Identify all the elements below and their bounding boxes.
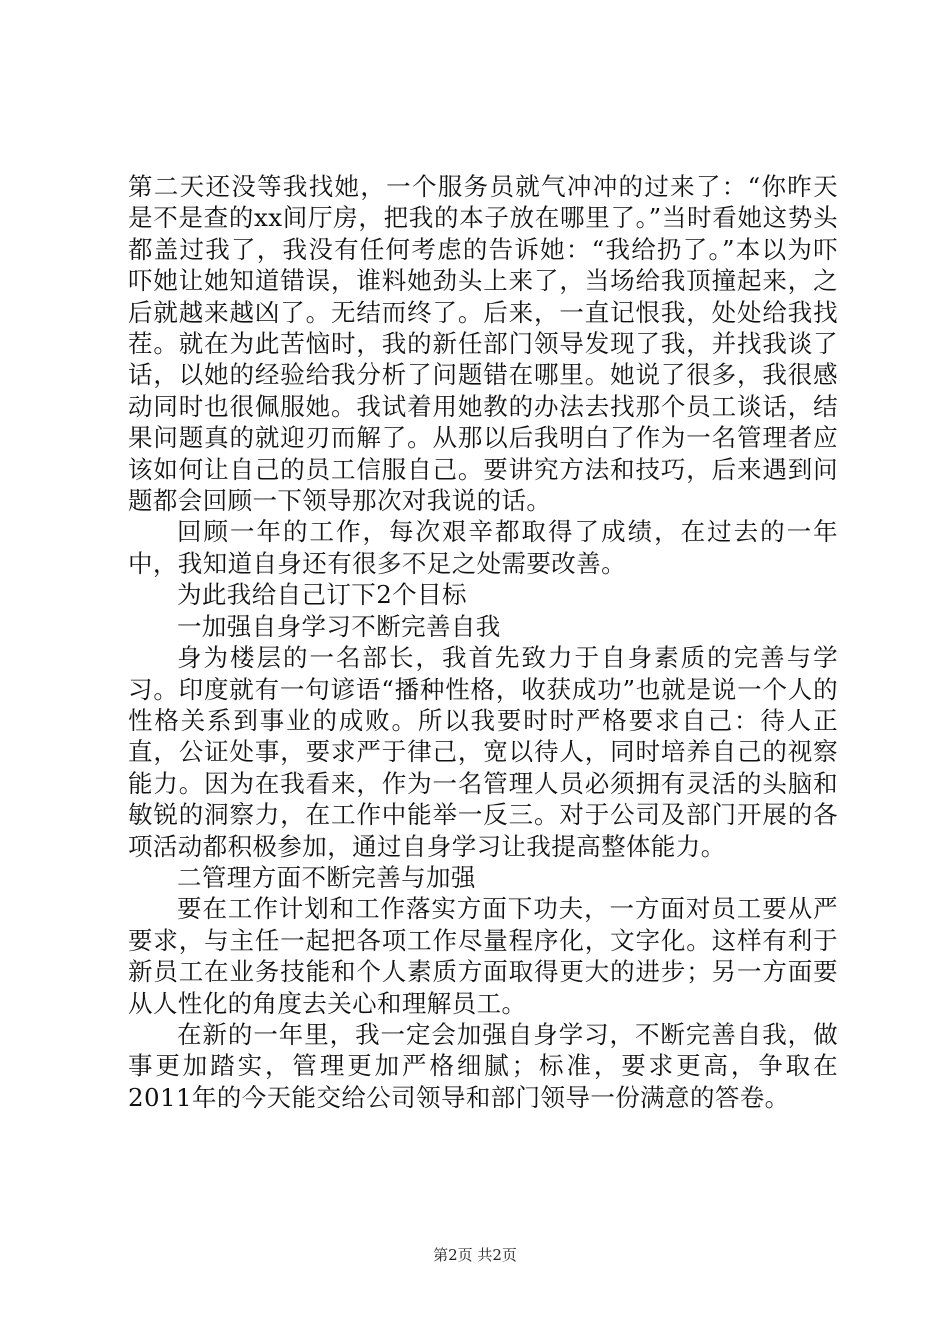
document-body (128, 171, 838, 1113)
heading-goal-one: 一加强自身学习不断完善自我 (177, 611, 501, 641)
paragraph-goal-one: 身为楼层的一名部长，我首先致力于自身素质的完善与学习。印度就有一句谚语“播种性格，收获成功”也就是说一个人的性格关系到事业的成败。所以我要时时严格要求自己：待人正直，公证处事，要求严于律己，宽以待人，同时培养自己的视察能力。因为在我看来，作为一名管理人员必须拥有灵活的头脑和敏锐的洞察力，在工作中能举一反三。对于公司及部门开展的各项活动都积极参加，通过自身学习让我提高整体能力。 (128, 643, 838, 861)
paragraph-goals-intro: 为此我给自己订下2个目标 (177, 580, 467, 610)
paragraph-review: 回顾一年的工作，每次艰辛都取得了成绩，在过去的一年中，我知道自身还有很多不足之处需要改善。 (128, 517, 838, 578)
page-number-label: 第2页 共2页 (433, 1246, 517, 1264)
page-footer (0, 1245, 950, 1265)
paragraph-conclusion: 在新的一年里，我一定会加强自身学习，不断完善自我，做事更加踏实，管理更加严格细腻；标准，要求更高，争取在2011年的今天能交给公司领导和部门领导一份满意的答卷。 (128, 1019, 838, 1112)
paragraph-goal-two: 要在工作计划和工作落实方面下功夫，一方面对员工要从严要求，与主任一起把各项工作尽量程序化，文字化。这样有利于新员工在业务技能和个人素质方面取得更大的进步；另一方面要从人性化的角度去关心和理解员工。 (128, 894, 838, 1018)
heading-goal-two: 二管理方面不断完善与加强 (177, 862, 476, 892)
paragraph-continuation: 第二天还没等我找她，一个服务员就气冲冲的过来了：“你昨天是不是查的xx间厅房，把我的本子放在哪里了。”当时看她这势头都盖过我了，我没有任何考虑的告诉她：“我给扔了。”本以为吓吓她让她知道错误，谁料她劲头上来了，当场给我顶撞起来，之后就越来越凶了。无结而终了。后来，一直记恨我，处处给我找茬。就在为此苦恼时，我的新任部门领导发现了我，并找我谈了话，以她的经验给我分析了问题错在哪里。她说了很多，我很感动同时也很佩服她。我试着用她教的办法去找那个员工谈话，结果问题真的就迎刃而解了。从那以后我明白了作为一名管理者应该如何让自己的员工信服自己。要讲究方法和技巧，后来遇到问题都会回顾一下领导那次对我说的话。 (128, 172, 838, 516)
